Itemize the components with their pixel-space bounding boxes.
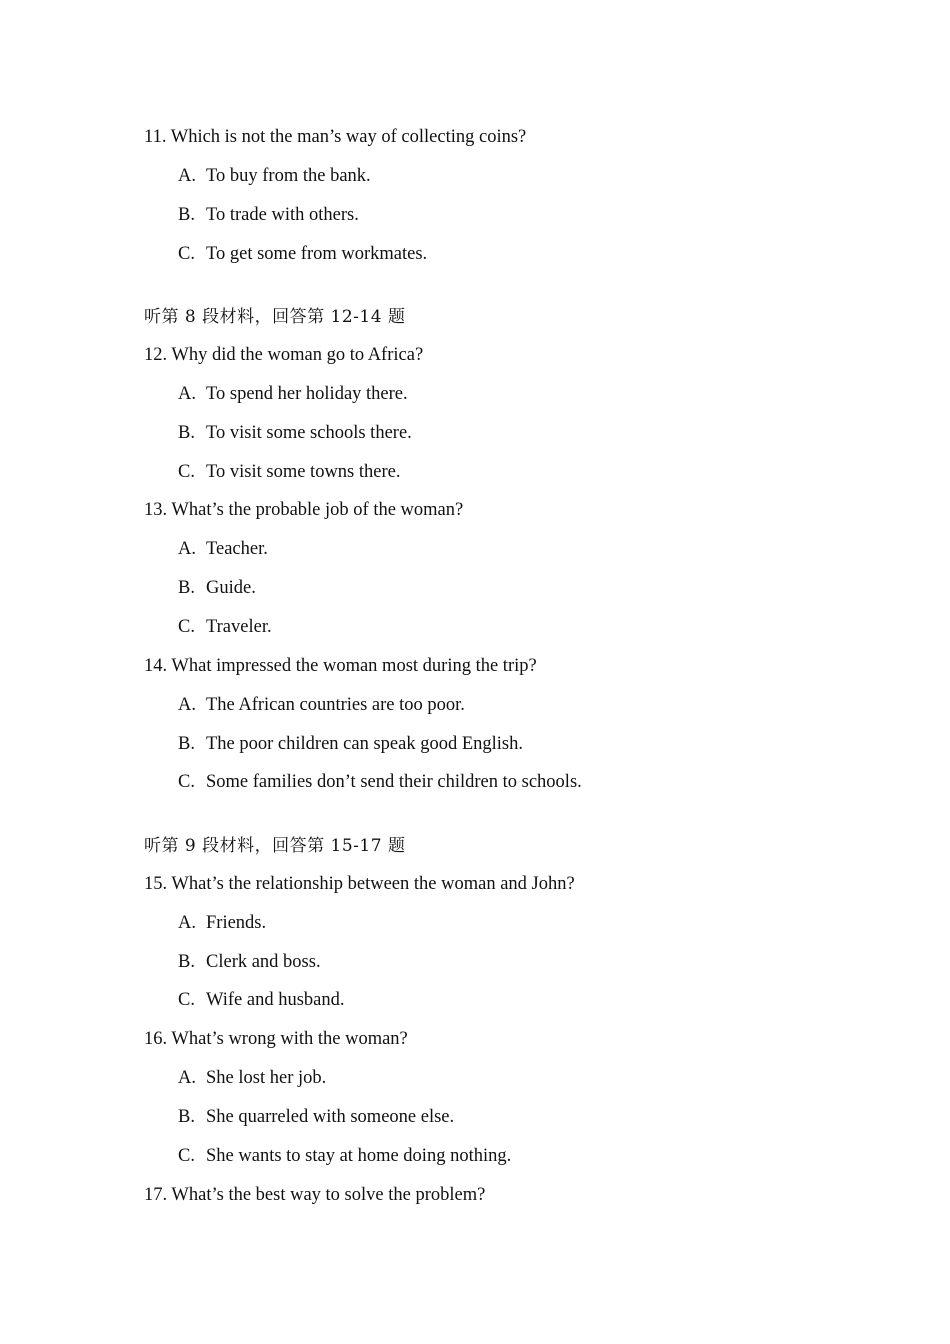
section-heading-9: 听第 9 段材料，回答第 15-17 题 [144, 836, 406, 856]
option-text: She wants to stay at home doing nothing. [206, 1146, 512, 1166]
question-12-option-a [178, 383, 408, 405]
option-text: Some families don’t send their children to schools. [206, 772, 582, 792]
option-text: She lost her job. [206, 1068, 327, 1088]
option-text: Clerk and boss. [206, 952, 321, 972]
question-16-option-b [178, 1106, 454, 1128]
option-letter: B. [178, 1107, 195, 1127]
option-letter: C. [178, 990, 195, 1010]
option-text: The African countries are too poor. [206, 695, 465, 715]
option-text: Teacher. [206, 539, 268, 559]
question-12-option-c [178, 461, 400, 483]
option-text: Wife and husband. [206, 990, 345, 1010]
option-text: Guide. [206, 578, 256, 598]
question-14-option-b [178, 733, 523, 755]
option-letter: B. [178, 952, 195, 972]
option-letter: A. [178, 695, 196, 715]
question-15-option-a [178, 912, 266, 934]
option-letter: C. [178, 1146, 195, 1166]
question-15-option-b [178, 951, 321, 973]
question-12: 12. Why did the woman go to Africa? [144, 345, 424, 365]
option-letter: C. [178, 772, 195, 792]
question-13-option-b [178, 577, 256, 599]
question-12-option-b [178, 422, 412, 444]
option-letter: A. [178, 166, 196, 186]
option-letter: A. [178, 539, 196, 559]
question-13-option-a [178, 538, 268, 560]
question-11-option-b [178, 204, 359, 226]
question-13: 13. What’s the probable job of the woman? [144, 500, 464, 520]
option-text: To trade with others. [206, 205, 359, 225]
question-14-option-c [178, 771, 582, 793]
option-letter: C. [178, 244, 195, 264]
option-letter: B. [178, 734, 195, 754]
option-text: Traveler. [206, 617, 272, 637]
question-13-option-c [178, 616, 272, 638]
section-heading-8: 听第 8 段材料，回答第 12-14 题 [144, 307, 406, 327]
question-11-option-c [178, 243, 427, 265]
question-16-option-a [178, 1067, 326, 1089]
question-11-option-a [178, 165, 371, 187]
option-letter: A. [178, 1068, 196, 1088]
option-text: To get some from workmates. [206, 244, 428, 264]
option-letter: A. [178, 384, 196, 404]
option-text: To visit some schools there. [206, 423, 412, 443]
option-text: The poor children can speak good English. [206, 734, 523, 754]
question-14-option-a [178, 694, 465, 716]
option-text: To visit some towns there. [206, 462, 401, 482]
option-text: She quarreled with someone else. [206, 1107, 455, 1127]
question-15: 15. What’s the relationship between the woman and John? [144, 874, 575, 894]
option-letter: C. [178, 462, 195, 482]
option-text: Friends. [206, 913, 267, 933]
question-11: 11. Which is not the man’s way of collecting coins? [144, 127, 527, 147]
option-letter: B. [178, 423, 195, 443]
option-text: To buy from the bank. [206, 166, 371, 186]
option-letter: A. [178, 913, 196, 933]
question-16: 16. What’s wrong with the woman? [144, 1029, 408, 1049]
option-text: To spend her holiday there. [206, 384, 408, 404]
option-letter: B. [178, 205, 195, 225]
option-letter: C. [178, 617, 195, 637]
question-17: 17. What’s the best way to solve the problem? [144, 1185, 486, 1205]
question-14: 14. What impressed the woman most during the trip? [144, 656, 537, 676]
question-15-option-c [178, 989, 344, 1011]
option-letter: B. [178, 578, 195, 598]
question-16-option-c [178, 1145, 511, 1167]
